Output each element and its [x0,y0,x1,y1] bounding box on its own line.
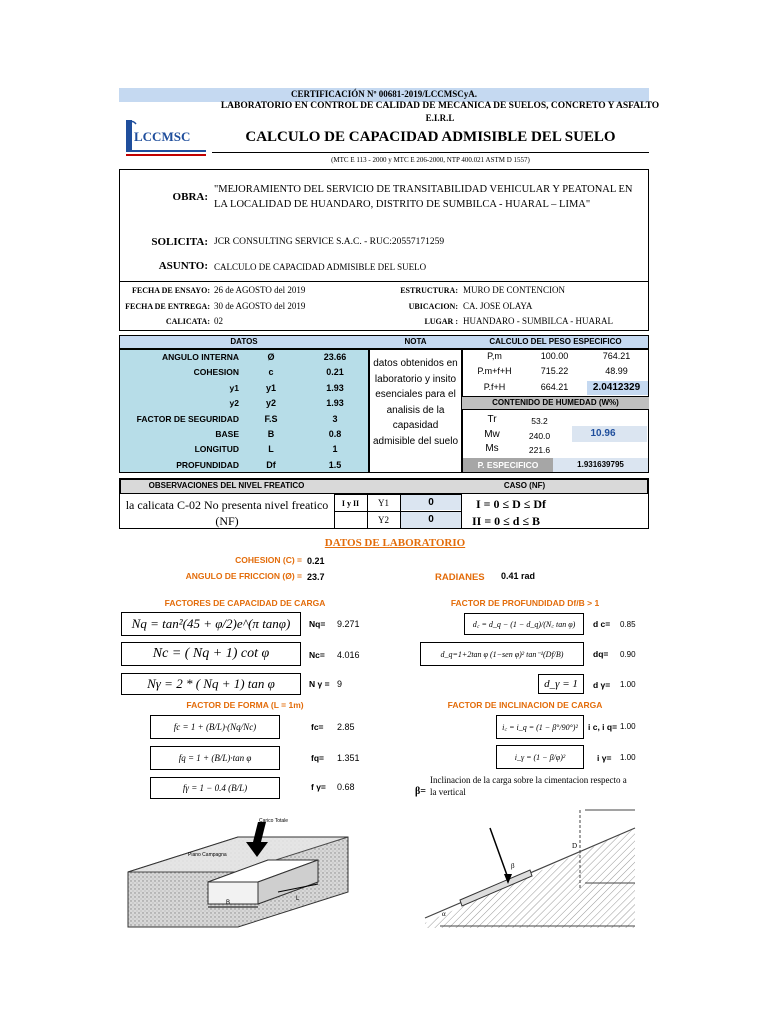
inclined-load-figure [420,808,650,928]
datos-row-sym: y2 [265,398,276,408]
fecha-entrega-value: 30 de AGOSTO del 2019 [214,301,306,311]
datos-row [119,396,369,411]
datos-row [119,458,369,473]
nc-formula: Nc = ( Nq + 1) cot φ [121,642,301,666]
datos-row [119,365,369,380]
peso-header: CALCULO DEL PESO ESPECIFICO [489,337,622,346]
inclinacion-note: Inclinacion de la carga sobre la cimentacion respecto a la vertical [430,775,627,797]
datos-row-val: 1.93 [326,398,344,408]
fc-value: 2.85 [337,722,355,732]
datos-row-sym: F.S [264,414,278,424]
humedad-value: 221.6 [528,445,551,455]
page-title: CALCULO DE CAPACIDAD ADMISIBLE DEL SUELO [245,129,616,145]
datos-row-name: BASE [215,429,239,439]
obra-text: "MEJORAMIENTO DEL SERVICIO DE TRANSITABILIDAD VEHICULAR Y PEATONAL EN LA LOCALIDAD DE HUANDARO, DISTRITO DE SUMBILCA - HUARAL – LIMA" [214,184,633,210]
datos-row [119,381,369,396]
peso-v2: 48.99 [605,366,628,376]
pe-label: P. ESPECIFICO [477,460,539,470]
fecha-entrega-label: FECHA DE ENTREGA: [125,302,210,311]
lugar-label: LUGAR : [424,317,458,326]
datos-row-sym: B [267,429,275,439]
fig2-label-beta: β [511,862,515,870]
cohesion-label: COHESION (C) = [235,555,302,565]
inclinacion-title: FACTOR DE INCLINACION DE CARGA [447,700,603,710]
pe-value: 1.931639795 [577,460,624,469]
datos-header: DATOS [230,337,258,346]
dgamma-value: 1.00 [620,680,636,689]
solicita-label: SOLICITA: [151,236,208,248]
asunto-label: ASUNTO: [158,260,208,272]
peso-v1: 715.22 [540,366,569,376]
datos-row-sym: Ø [267,352,275,362]
solicita-text: JCR CONSULTING SERVICE S.A.C. - RUC:20557171259 [214,237,445,247]
datos-row-sym: c [268,367,274,377]
nq-formula: Nq = tan²(45 + φ/2)e^(π tanφ) [121,612,301,636]
ic-value: 1.00 [620,722,636,731]
humedad-label: Ms [485,443,499,454]
friccion-label: ANGULO DE FRICCION (Ø) = [185,571,302,581]
datos-row-name: y2 [229,398,239,408]
fig2-label-d: D [572,842,578,850]
datos-row-val: 3 [332,414,338,424]
fecha-ensayo-label: FECHA DE ENSAYO: [132,286,210,295]
peso-label: P.f+H [483,382,506,392]
peso-row [462,382,649,397]
peso-v2: 764.21 [602,351,631,361]
datos-row-name: FACTOR DE SEGURIDAD [136,414,239,424]
foundation-figure [118,812,358,932]
igamma-label: i γ= [597,753,612,763]
fgamma-label: f γ= [311,782,326,792]
dq-formula: d_q=1+2tan φ (1−sen φ)² tan⁻¹(Df/B) [420,642,584,666]
humedad-row [462,414,582,429]
peso-label: P,m [487,351,502,361]
dq-label: dq= [593,649,609,659]
nq-value: 9.271 [337,619,360,629]
carga-title: FACTORES DE CAPACIDAD DE CARGA [164,598,326,608]
fig1-label-piano: Piano Campagna [188,852,227,858]
caso-iy: I y II [341,499,360,508]
datos-row-sym: Df [266,460,276,470]
lab-title: DATOS DE LABORATORIO [324,537,466,549]
radianes-label: RADIANES [435,572,485,583]
dgamma-label: d γ= [593,680,611,690]
cohesion-value: 0.21 [307,556,325,566]
datos-row-sym: y1 [265,383,276,393]
datos-row [119,412,369,427]
estructura-label: ESTRUCTURA: [400,286,458,295]
caso-header: CASO (NF) [503,481,546,490]
humedad-value: 240.0 [528,431,551,441]
freatico-header: OBSERVACIONES DEL NIVEL FREATICO [148,481,305,490]
datos-row-sym: L [268,444,274,454]
datos-row-name: y1 [229,383,239,393]
datos-row-val: 1.5 [328,460,342,470]
friccion-value: 23.7 [307,572,325,582]
datos-row-name: LONGITUD [194,444,239,454]
peso-v1: 100.00 [540,351,569,361]
dc-value: 0.85 [620,620,636,629]
humedad-row [462,429,582,444]
radianes-value: 0.41 rad [501,571,536,581]
datos-row [119,442,369,457]
y1-value: 0 [428,497,434,508]
beta-label: β= [415,786,426,797]
calicata-label: CALICATA: [165,317,210,326]
fig1-label-carico: Carico Totale [259,818,289,824]
fc-formula: fc = 1 + (B/L)·(Nq/Nc) [150,715,280,739]
caso-y1: Y1 [378,498,389,508]
humedad-result: 10.96 [590,428,616,439]
fig2-label-alpha: α [442,910,446,918]
nota-text: datos obtenidos en laboratorio y insito esenciales para el analisis de la capasidad admisible del suelo [372,358,459,447]
lab-name: LABORATORIO EN CONTROL DE CALIDAD DE MECANICA DE SUELOS, CONCRETO Y ASFALTO [220,101,660,111]
lab-name-line2: E.I.R.L [425,113,455,123]
peso-v1: 664.21 [540,382,569,392]
datos-row-val: 0.8 [328,429,342,439]
fig1-label-b: B [226,900,231,906]
asunto-text: CALCULO DE CAPACIDAD ADMISIBLE DEL SUELO [214,262,427,272]
fc-label: fc= [311,722,324,732]
fig1-label-l: L [296,896,300,902]
datos-row [119,427,369,442]
ngamma-label: N γ = [309,679,330,689]
igamma-formula: i_γ = (1 − β/φ)² [496,745,584,769]
humedad-value: 53.2 [531,416,548,426]
nc-label: Nc= [309,650,325,660]
obra-label: OBRA: [172,191,208,203]
nq-label: Nq= [309,619,326,629]
dc-label: d c= [593,619,611,629]
fq-formula: fq = 1 + (B/L)·tan φ [150,746,280,770]
case-two: II = 0 ≤ d ≤ B [472,514,541,528]
lugar-value: HUANDARO - SUMBILCA - HUARAL [463,316,614,326]
humedad-label: Tr [487,414,497,425]
fecha-ensayo-value: 26 de AGOSTO del 2019 [214,285,306,295]
fq-label: fq= [311,753,324,763]
y2-value: 0 [428,514,434,525]
norms-text: (MTC E 113 - 2000 y MTC E 206-2000, NTP 400.021 ASTM D 1557) [331,156,530,164]
freatico-text: la calicata C-02 No presenta nivel freatico (NF) [125,498,329,528]
igamma-value: 1.00 [620,753,636,762]
profundidad-title: FACTOR DE PROFUNDIDAD Df/B > 1 [450,598,600,608]
datos-row-name: COHESION [193,367,239,377]
ubicacion-label: UBICACION: [408,302,458,311]
nota-header: NOTA [404,337,427,346]
logo-text: LCCMSC [134,129,191,144]
datos-row-name: PROFUNDIDAD [176,460,239,470]
fgamma-value: 0.68 [337,782,355,792]
dgamma-formula: d_γ = 1 [538,674,584,694]
peso-label: P.m+f+H [477,366,512,376]
dc-formula: d꜀ = d_q − (1 − d_q)/(N꜀ tan φ) [464,613,584,635]
calicata-value: 02 [214,316,223,326]
estructura-value: MURO DE CONTENCION [463,285,565,295]
case-one: I = 0 ≤ D ≤ Df [476,497,547,511]
datos-row-val: 1.93 [326,383,344,393]
fgamma-formula: fγ = 1 − 0.4 (B/L) [150,777,280,799]
nc-value: 4.016 [337,650,360,660]
datos-row-val: 23.66 [323,352,347,362]
datos-row [119,350,369,365]
ngamma-value: 9 [337,679,343,689]
caso-y2: Y2 [378,515,389,525]
ic-label: i c, i q= [588,722,618,732]
peso-v2: 2.0412329 [592,382,641,393]
peso-row [462,366,649,381]
humedad-header: CONTENIDO DE HUMEDAD (W%) [492,398,619,407]
forma-title: FACTOR DE FORMA (L = 1m) [186,700,304,710]
fq-value: 1.351 [337,753,360,763]
humedad-row [462,443,582,458]
ic-formula: i꜀ = i_q = (1 − β°/90°)² [496,715,584,739]
datos-row-val: 0.21 [326,367,344,377]
peso-row [462,351,649,366]
dq-value: 0.90 [620,650,636,659]
ubicacion-value: CA. JOSE OLAYA [463,301,533,311]
datos-row-val: 1 [332,444,338,454]
certification-number: CERTIFICACIÓN Nº 00681-2019/LCCMSCyA. [291,89,477,99]
datos-row-name: ANGULO INTERNA [162,352,239,362]
humedad-label: Mw [484,429,500,440]
ngamma-formula: Nγ = 2 * ( Nq + 1) tan φ [121,673,301,695]
